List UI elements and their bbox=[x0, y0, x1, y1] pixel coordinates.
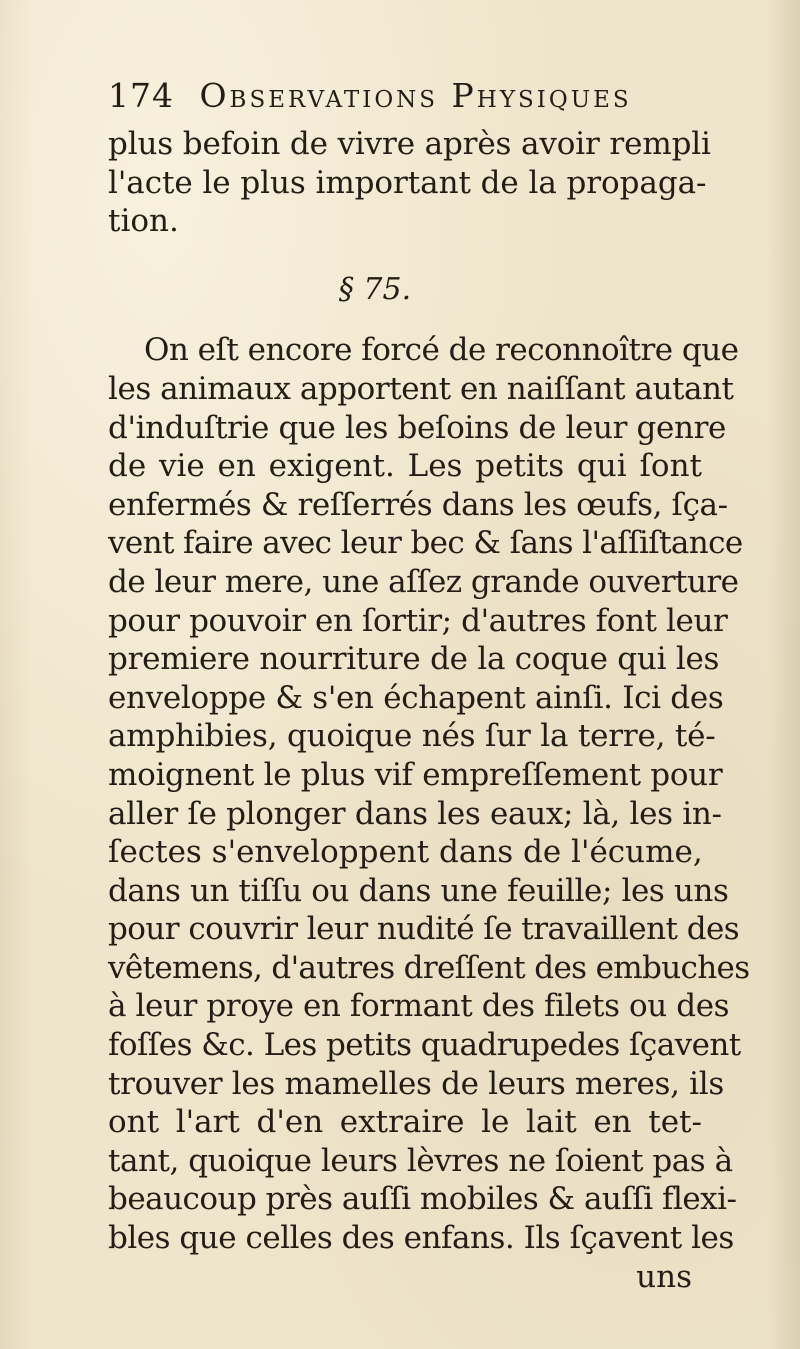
text-line: trouver les mamelles de leurs meres, ils bbox=[108, 1065, 724, 1102]
text-line: pour couvrir leur nudité ſe travaillent des bbox=[108, 911, 740, 948]
text-line: à leur proye en formant des filets ou des bbox=[108, 988, 730, 1025]
text-line: foſſes &c. Les petits quadrupedes ſçavent bbox=[108, 1027, 741, 1064]
running-title: Observations Physiques bbox=[199, 76, 632, 115]
text-line: vent faire avec leur bec & ſans l'aſſiſtance bbox=[108, 525, 743, 562]
text-line: ont l'art d'en extraire le lait en tet- bbox=[108, 1104, 702, 1141]
text-line: ſectes s'enveloppent dans de l'écume, bbox=[108, 834, 703, 871]
text-line: plus befoin de vivre après avoir rempli bbox=[108, 126, 711, 162]
text-line: les animaux apportent en naiſſant autant bbox=[108, 370, 734, 407]
text-line: l'acte le plus important de la propaga- bbox=[108, 164, 707, 201]
text-line: enfermés & reſſerrés dans les œufs, ſça- bbox=[108, 486, 728, 523]
page-header bbox=[108, 76, 708, 115]
text-line: tant, quoique leurs lèvres ne ſoient pas à bbox=[108, 1142, 733, 1179]
text-line: tion. bbox=[108, 203, 179, 240]
body-text bbox=[108, 125, 750, 1296]
text-line: amphibies, quoique nés ſur la terre, té- bbox=[108, 718, 716, 755]
text-line: dans un tiſſu ou dans une feuille; les uns bbox=[108, 872, 729, 909]
text-line: beaucoup près auſſi mobiles & auſſi flexi- bbox=[108, 1181, 737, 1218]
text-line: vêtemens, d'autres dreſſent des embuches bbox=[108, 949, 750, 986]
text-line: d'induſtrie que les beſoins de leur genre bbox=[108, 409, 727, 446]
text-line: premiere nourriture de la coque qui les bbox=[108, 641, 720, 678]
catchword: uns bbox=[636, 1258, 692, 1295]
section-number: § 75. bbox=[338, 271, 412, 307]
text-line: bles que celles des enfans. Ils ſçavent les bbox=[108, 1220, 734, 1257]
text-line: aller ſe plonger dans les eaux; là, les in- bbox=[108, 795, 722, 832]
text-line: On eſt encore forcé de reconnoître que bbox=[144, 332, 739, 369]
text-line: enveloppe & s'en échapent ainſi. Ici des bbox=[108, 679, 724, 716]
text-line: moignent le plus vif empreſſement pour bbox=[108, 756, 723, 793]
page-number: 174 bbox=[108, 76, 174, 115]
text-line: pour pouvoir en ſortir; d'autres font leur bbox=[108, 602, 728, 639]
text-line: de vie en exigent. Les petits qui ſont bbox=[108, 448, 702, 485]
text-line: de leur mere, une aſſez grande ouverture bbox=[108, 563, 739, 600]
